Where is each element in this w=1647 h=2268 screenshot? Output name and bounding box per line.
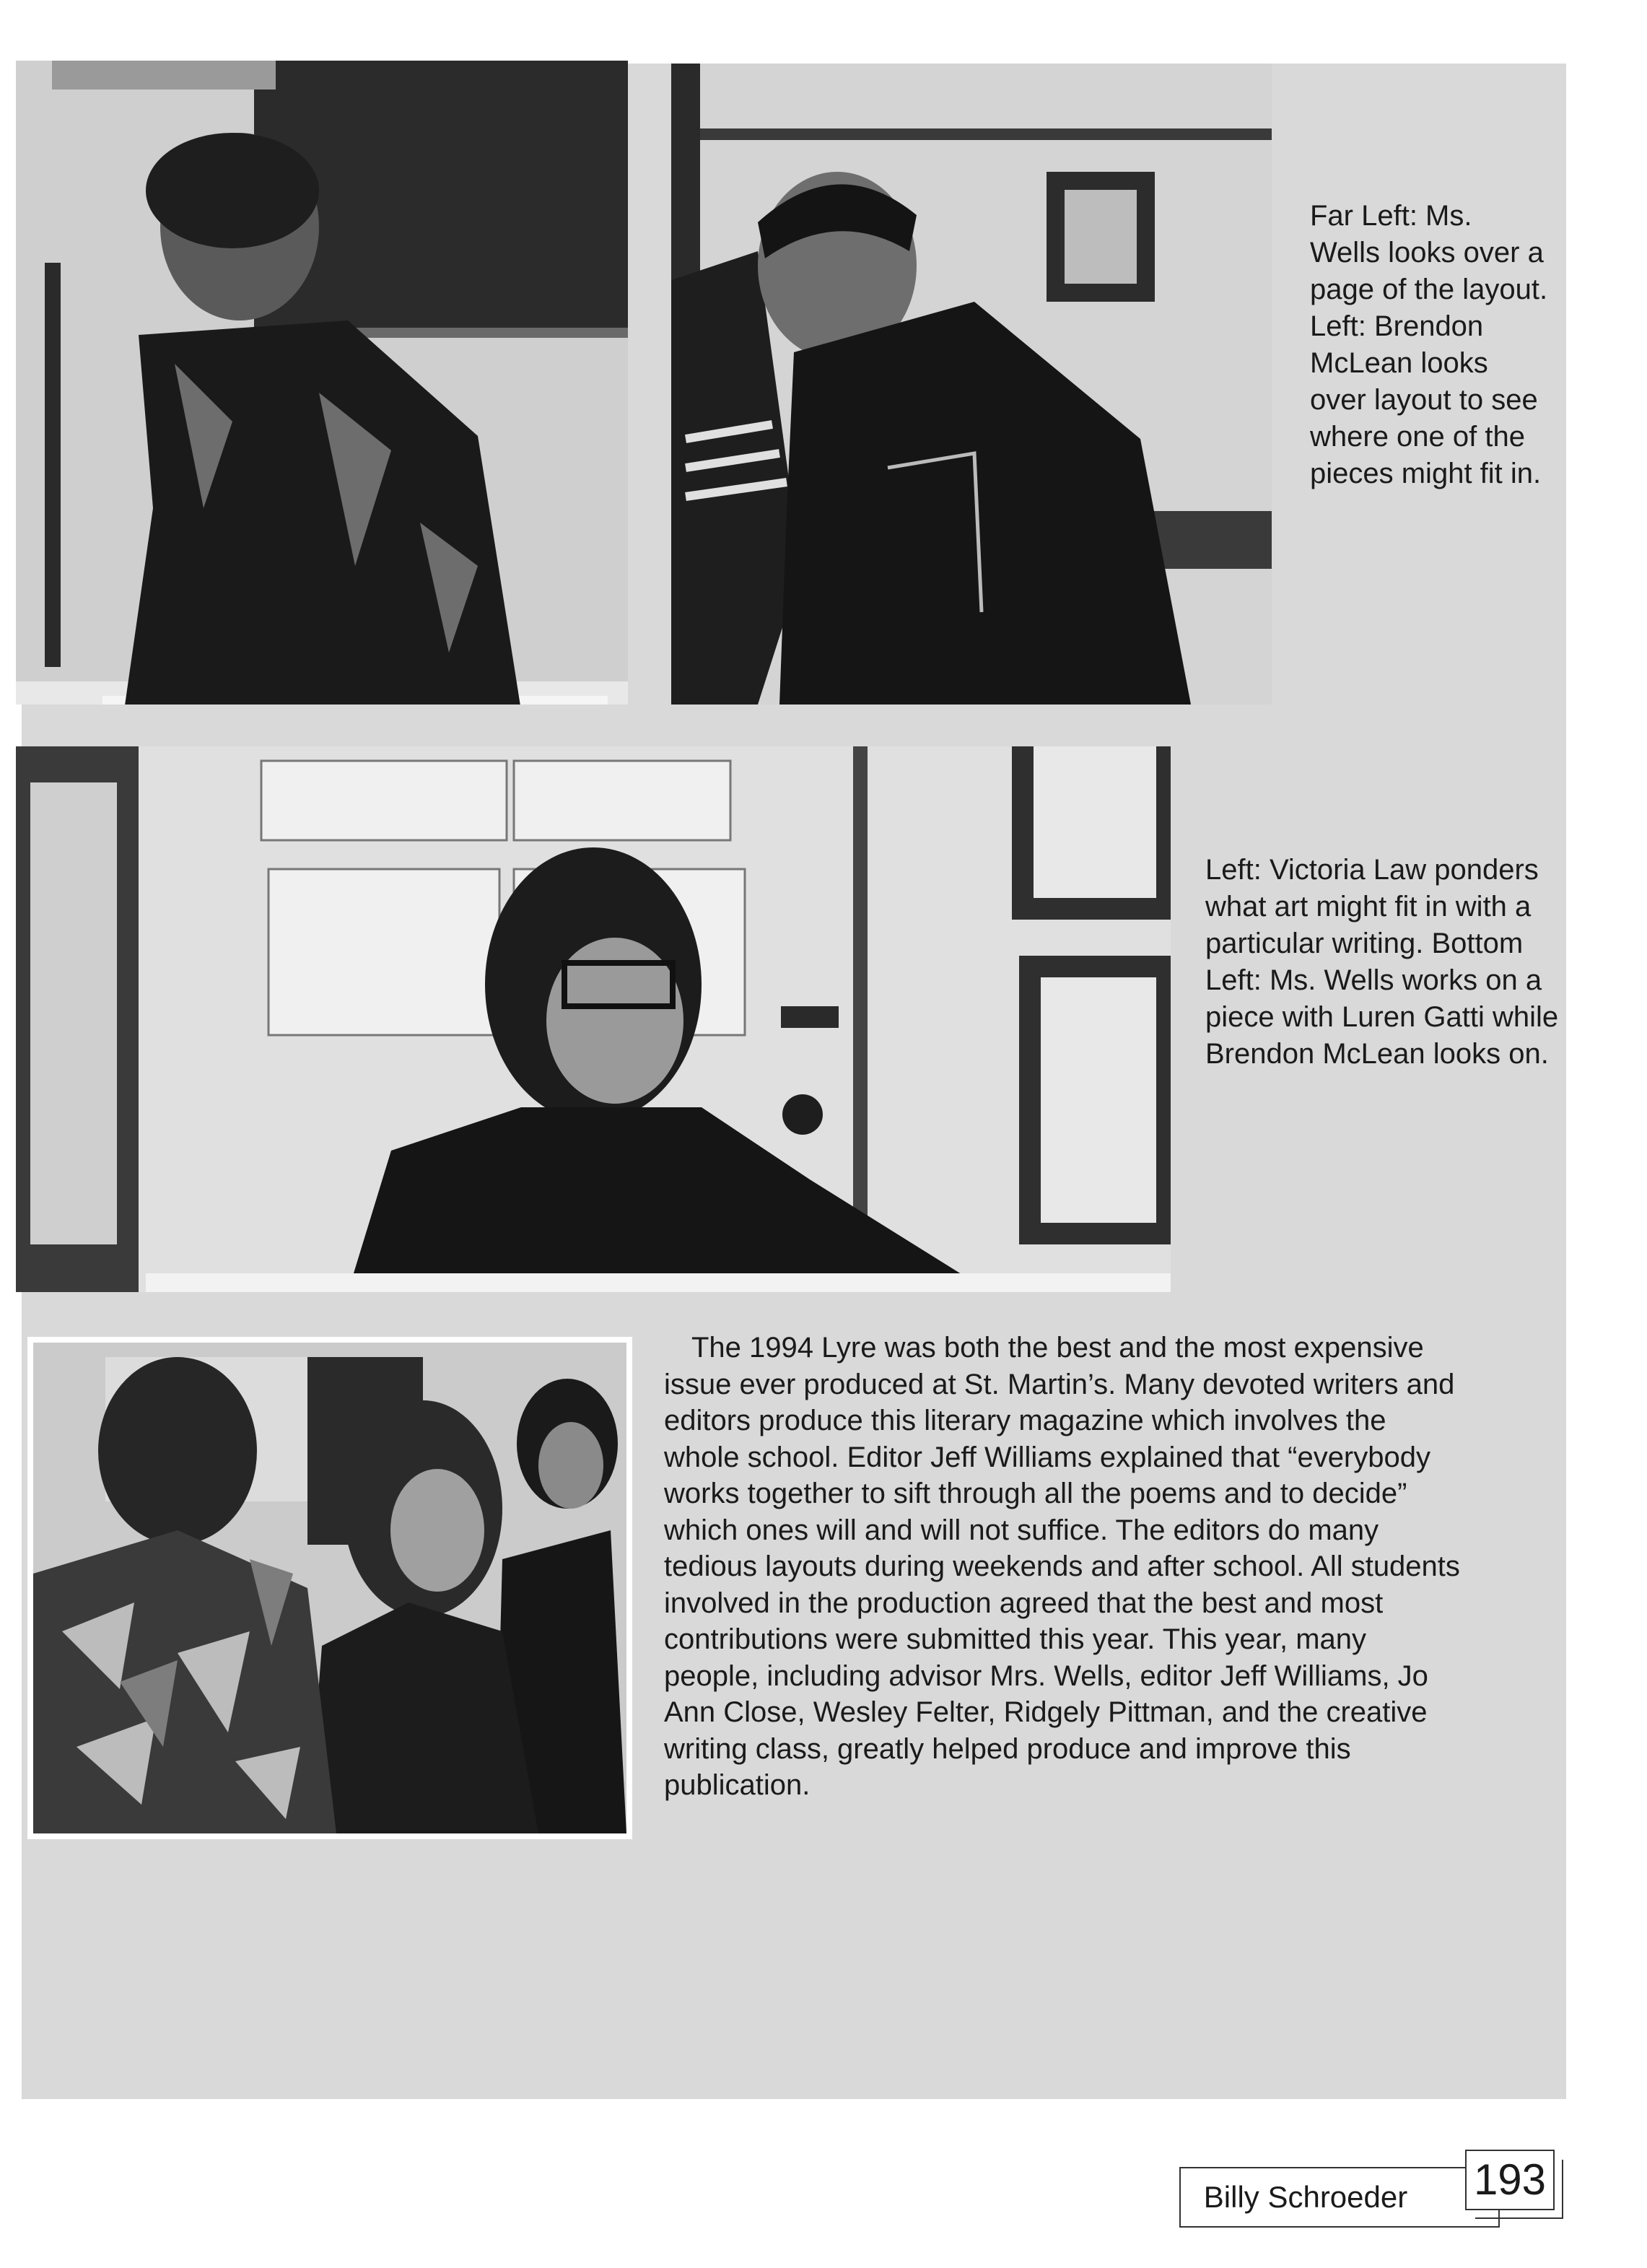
photo-victoria-law: [16, 746, 1171, 1292]
page-number: 193: [1465, 2150, 1555, 2210]
photograph-icon: [16, 61, 628, 705]
photograph-icon: [33, 1343, 626, 1833]
photo-group-working: [27, 1337, 632, 1839]
photo-brendon-mclean: [671, 64, 1272, 705]
photograph-icon: [671, 64, 1272, 705]
page-number-frame: [1475, 2160, 1563, 2219]
author-credit: Billy Schroeder: [1203, 2180, 1408, 2214]
photo-ms-wells-layout: [16, 61, 628, 705]
article-body: The 1994 Lyre was both the best and the most expensive issue ever produced at St. Martin’s. Many devoted writers and editors produce this literary magazine which involves the whole school. Editor Jeff Williams explained that “everybody works together to sift through all the poems and to decide” which ones will and will not suffice. The editors do many tedious layouts during weekends and after school. All students involved in the production agreed that the best and most contributions were submitted this year. This year, many people, including advisor Mrs. Wells, editor Jeff Williams, Jo Ann Close, Wesley Felter, Ridgely Pittman, and the creative writing class, greatly helped produce and improve this publication.: [664, 1332, 1460, 1801]
photograph-icon: [16, 746, 1171, 1292]
caption-top-right: Far Left: Ms. Wells looks over a page of the layout. Left: Brendon McLean looks over layout to see where one of the pieces might fit in.: [1310, 200, 1548, 489]
caption-middle-right: Left: Victoria Law ponders what art might fit in with a particular writing. Bottom Left: Ms. Wells works on a piece with Luren Gatti while Brendon McLean looks on.: [1205, 854, 1559, 1070]
